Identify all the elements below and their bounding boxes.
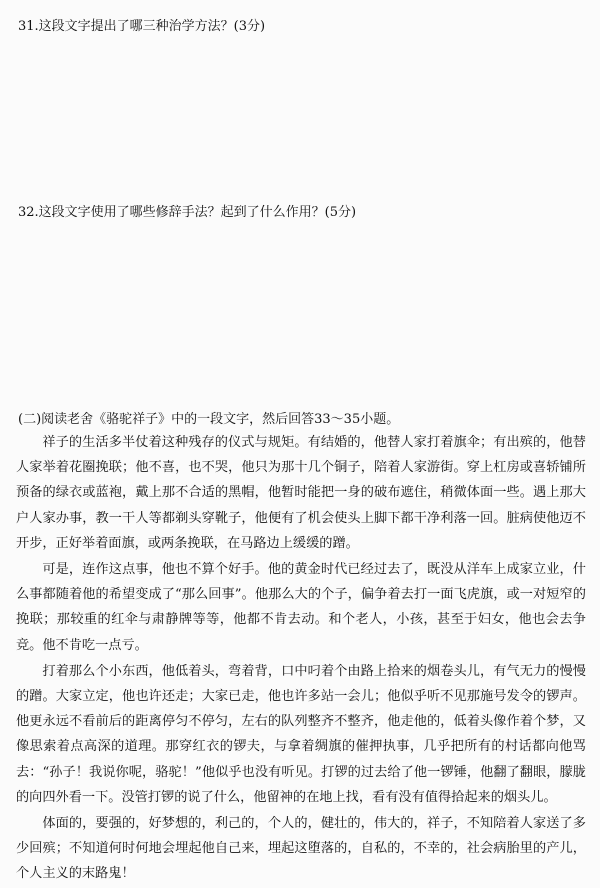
- question-32: 32.这段文字使用了哪些修辞手法？起到了什么作用？(5分): [18, 205, 357, 220]
- passage-paragraph-4: 体面的，要强的，好梦想的，利己的，个人的，健壮的，伟大的，祥子，不知陪着人家送了多少回殡；不知道何时何地会埋起他自己来，埋起这堕落的，自私的，不幸的，社会病胎里的产儿，个人主义的末路鬼！: [16, 816, 586, 882]
- question-31: 31.这段文字提出了哪三种治学方法？(3分): [18, 19, 266, 34]
- passage-paragraph-1: 祥子的生活多半仗着这种残存的仪式与规矩。有结婚的，他替人家打着旗伞；有出殡的，他替人家举着花圈挽联；他不喜，也不哭，他只为那十几个铜子，陪着人家游街。穿上杠房或喜轿铺所预备的绿衣或蓝袍，戴上那不合适的黑帽，他暂时能把一身的破布遮住，稍微体面一些。遇上那大户人家办事，教一干人等都剃头穿靴子，他便有了机会使头上脚下都干净利落一回。脏病使他迈不开步，正好举着面旗，或两条挽联，在马路边上缓缓的蹭。: [16, 435, 586, 551]
- section-heading: (二)阅读老舍《骆驼祥子》中的一段文字，然后回答33～35小题。: [18, 412, 400, 427]
- passage-paragraph-2: 可是，连作这点事，他也不算个好手。他的黄金时代已经过去了，既没从洋车上成家立业，什么事都随着他的希望变成了“那么回事”。他那么大的个子，偏争着去打一面飞虎旗，或一对短窄的挽联；那较重的红伞与肃静牌等等，他都不肯去动。和个老人，小孩，甚至于妇女，他也会去争竞。他不肯吃一点亏。: [16, 562, 586, 653]
- reading-passage: [16, 430, 586, 888]
- passage-paragraph-3: 打着那么个小东西，他低着头，弯着背，口中叼着个由路上拾来的烟卷头儿，有气无力的慢慢的蹭。大家立定，他也许还走；大家已走，他也许多站一会儿；他似乎听不见那施号发令的锣声。他更永远不看前后的距离停匀不停匀，左右的队列整齐不整齐，他走他的，低着头像作着个梦，又像思索着点高深的道理。那穿红衣的锣夫，与拿着绸旗的催押执事，几乎把所有的村话都向他骂去：“孙子！我说你呢，骆驼！”他似乎也没有听见。打锣的过去给了他一锣锤，他翻了翻眼，朦胧的向四外看一下。没管打锣的说了什么，他留神的在地上找，看有没有值得拾起来的烟头儿。: [16, 663, 586, 805]
